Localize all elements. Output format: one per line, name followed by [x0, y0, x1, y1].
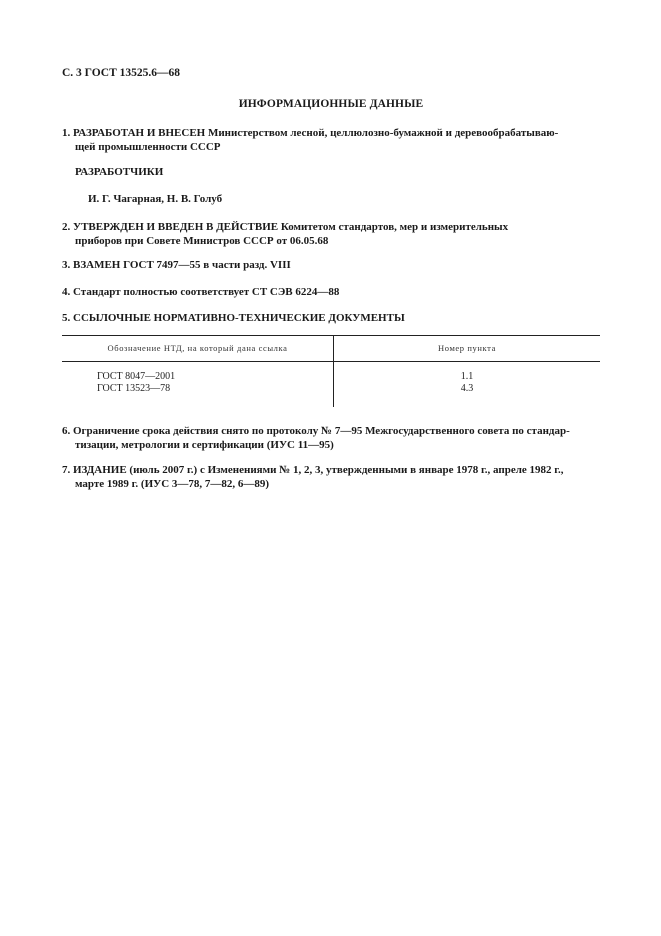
item-approved	[62, 220, 600, 248]
table-header-rule	[62, 361, 600, 362]
table-top-rule	[62, 335, 600, 336]
item-6-line-2: тизации, метрологии и сертификации (ИУС 11—95)	[75, 439, 334, 451]
table-header-clause: Номер пункта	[438, 343, 496, 353]
table-header-document: Обозначение НТД, на который дана ссылка	[107, 343, 288, 353]
item-developed-by	[62, 126, 600, 154]
item-7-line-1: 7. ИЗДАНИЕ (июль 2007 г.) с Изменениями № 1, 2, 3, утвержденными в январе 1978 г., апреле 1982 г.,	[62, 464, 564, 476]
item-7-line-2: марте 1989 г. (ИУС 3—78, 7—82, 6—89)	[75, 478, 270, 490]
page-header: С. 3 ГОСТ 13525.6—68	[62, 67, 181, 79]
item-1-line-2: щей промышленности СССР	[75, 141, 221, 153]
table-row-1-clause: 1.1	[460, 371, 474, 382]
item-edition	[62, 463, 600, 491]
item-2-line-2: приборов при Совете Министров СССР от 06.05.68	[75, 235, 329, 247]
item-1-line-1: 1. РАЗРАБОТАН И ВНЕСЕН Министерством лесной, целлюлозно-бумажной и деревообрабатываю-	[62, 127, 559, 139]
table-row-2-clause: 4.3	[460, 383, 474, 394]
developers-label: РАЗРАБОТЧИКИ	[75, 166, 164, 178]
table-row-2-doc: ГОСТ 13523—78	[97, 383, 171, 394]
item-6-line-1: 6. Ограничение срока действия снято по протоколу № 7—95 Межгосударственного совета по стандар-	[62, 425, 570, 437]
developers-names: И. Г. Чагарная, Н. В. Голуб	[88, 193, 223, 205]
table-row-1-doc: ГОСТ 8047—2001	[97, 371, 176, 382]
item-conformity: 4. Стандарт полностью соответствует СТ СЭВ 6224—88	[62, 286, 340, 298]
section-title: ИНФОРМАЦИОННЫЕ ДАННЫЕ	[238, 98, 424, 110]
item-replaces: 3. ВЗАМЕН ГОСТ 7497—55 в части разд. VIII	[62, 259, 291, 271]
item-references-heading: 5. ССЫЛОЧНЫЕ НОРМАТИВНО-ТЕХНИЧЕСКИЕ ДОКУМЕНТЫ	[62, 312, 405, 324]
item-validity	[62, 424, 600, 452]
references-table	[62, 335, 600, 409]
item-2-line-1: 2. УТВЕРЖДЕН И ВВЕДЕН В ДЕЙСТВИЕ Комитетом стандартов, мер и измерительных	[62, 221, 509, 233]
